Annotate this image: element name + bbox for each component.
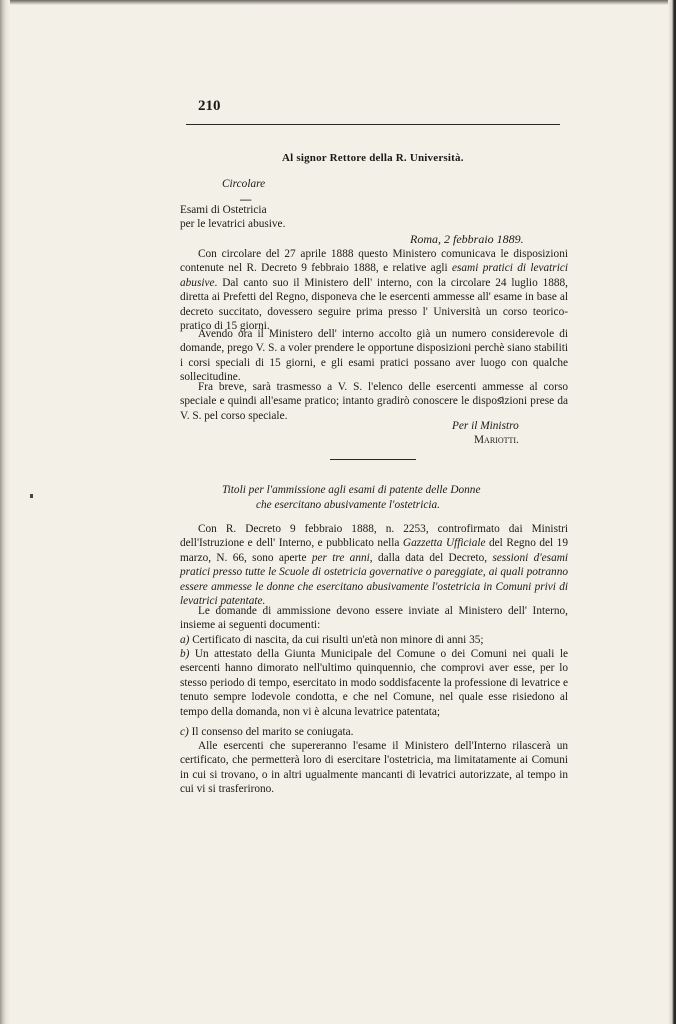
paragraph-3: Fra breve, sarà trasmesso a V. S. l'elenco delle esercenti ammesse al corso speciale e quindi all'esame pratico; intanto gradirò conoscere le disposizioni prese da V. S. pel corso speciale. xyxy=(180,381,568,422)
dateline: Roma, 2 febbraio 1889. xyxy=(410,232,524,246)
document-item-a: a) Certificato di nascita, da cui risulti un'età non minore di anni 35; xyxy=(180,634,484,646)
ink-mark xyxy=(498,397,504,402)
circolare-label: Circolare xyxy=(222,178,266,190)
page-number: 210 xyxy=(198,98,221,114)
paragraph-1: Con circolare del 27 aprile 1888 questo Ministero comunicava le disposizioni contenute nel R. Decreto 9 febbraio 1888, e relative agli esami pratici di levatrici abusive. Dal canto suo il Ministero dell' interno, con la circolare 24 luglio 1888, diretta ai Prefetti del Regno, disponeva che le esercenti ammesse all' esame in base al decreto succitato, dovessero seguire prima presso l' Università un corso teorico-pratico di 15 giorni. xyxy=(180,248,568,333)
document-item-b: b) Un attestato della Giunta Municipale del Comune o dei Comuni nei quali le esercenti hanno dimorato nell'ultimo quinquennio, che comprovi aver esse, per lo stesso periodo di tempo, esercitato in modo soddisfacente la professione di levatrice e tenuto sempre lodevole condotta, e che nel Comune, nel quale esse risiedono al tempo della domanda, non vi è alcuna levatrice patentata; xyxy=(180,648,568,718)
section-title-line-2: che esercitano abusivamente l'ostetricia. xyxy=(256,499,440,511)
letter-heading: Al signor Rettore della R. Università. xyxy=(282,152,464,164)
subject-line-2: per le levatrici abusive. xyxy=(180,218,286,230)
header-rule xyxy=(186,124,560,125)
subject-dash: — xyxy=(240,194,252,206)
signature-title: Per il Ministro xyxy=(452,420,519,432)
section-paragraph-3: Alle esercenti che supereranno l'esame il Ministero dell'Interno rilascerà un certificato, che permetterà loro di esercitare l'ostetricia, ma limitatamente ai Comuni in cui si trovano, o in altri ugualmente mancanti di levatrici autorizzate, al tempo in cui vi si trasferirono. xyxy=(180,740,568,796)
section-paragraph-2: Le domande di ammissione devono essere inviate al Ministero dell' Interno, insieme ai seguenti documenti: xyxy=(180,605,568,632)
section-title-line-1: Titoli per l'ammissione agli esami di patente delle Donne xyxy=(222,484,481,496)
margin-mark xyxy=(30,494,33,498)
section-divider xyxy=(330,459,416,460)
page-edge-top xyxy=(0,0,676,5)
subject-line-1: Esami di Ostetricia xyxy=(180,204,267,216)
paragraph-2: Avendo ora il Ministero dell' interno accolto già un numero considerevole di domande, prego V. S. a voler prendere le opportune disposizioni perchè siano stabiliti i corsi speciali di 15 giorni, e gli esami pratici possano aver luogo con qualche sollecitudine. xyxy=(180,328,568,384)
page-edge-right xyxy=(668,0,676,1024)
signature-name: Mariotti. xyxy=(474,434,519,446)
document-item-c: c) Il consenso del marito se coniugata. xyxy=(180,726,354,738)
page-edge-left xyxy=(0,0,10,1024)
section-paragraph-1: Con R. Decreto 9 febbraio 1888, n. 2253, controfirmato dai Ministri dell'Istruzione e dell' Interno, e pubblicato nella Gazzetta Ufficiale del Regno del 19 marzo, N. 66, sono aperte per tre anni, dalla data del Decreto, sessioni d'esami pratici presso tutte le Scuole di ostetricia governative o pareggiate, ai quali potranno essere ammesse le donne che esercitano abusivamente l'ostetricia in Comuni privi di levatrici patentate. xyxy=(180,523,569,608)
